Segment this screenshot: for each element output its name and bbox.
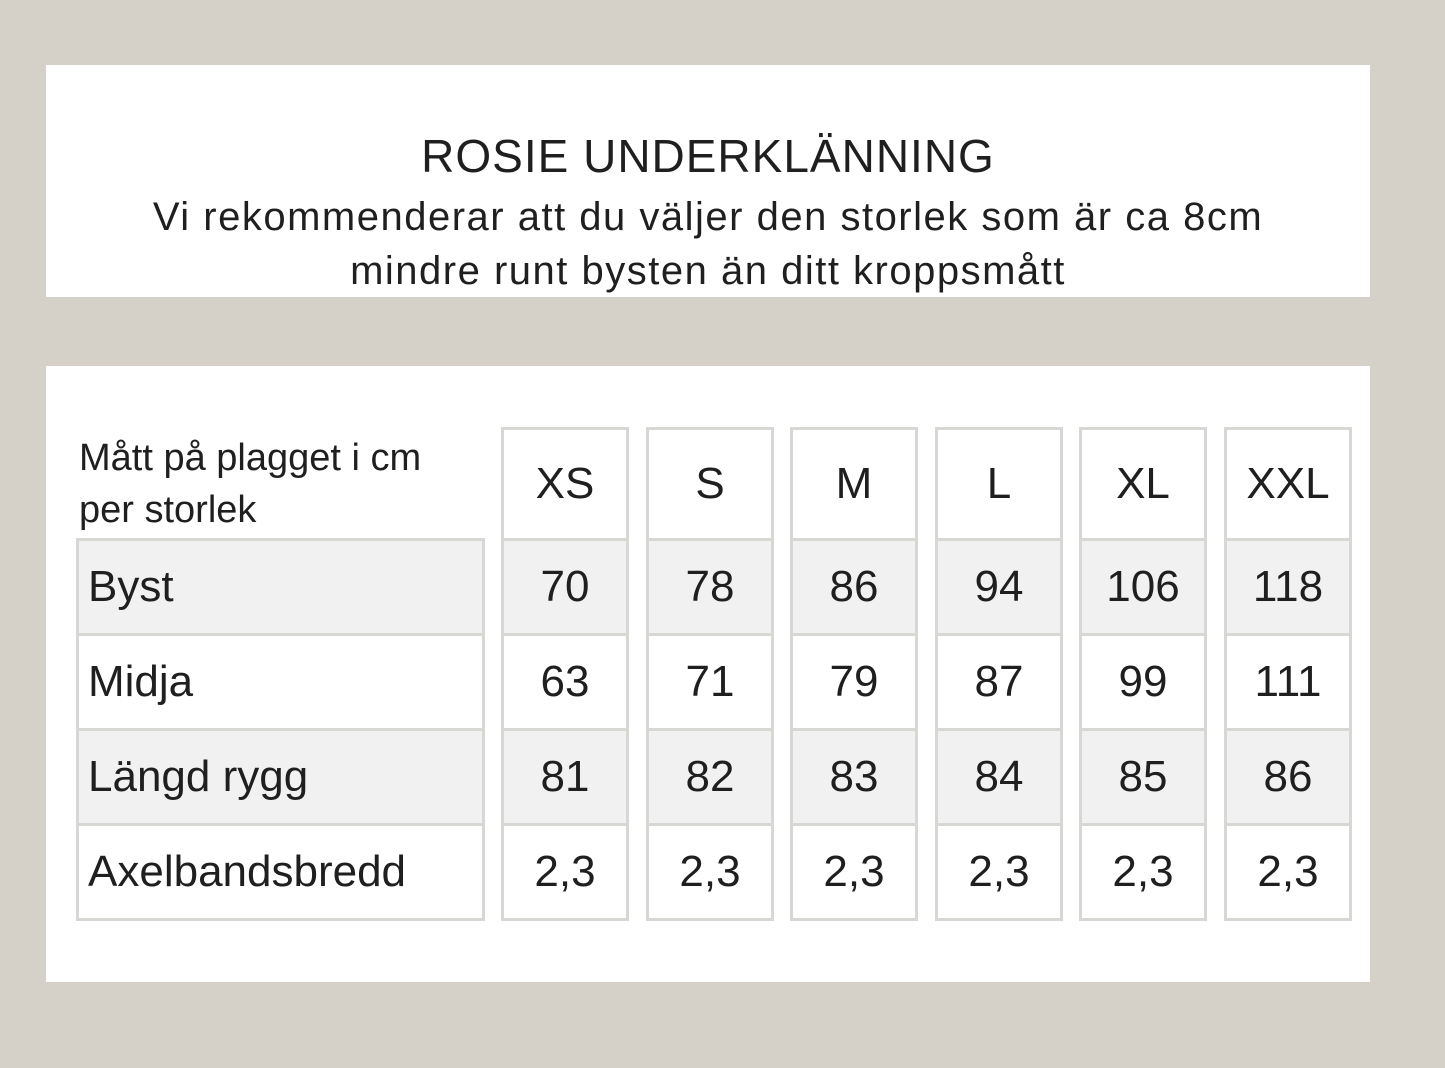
table-cell: 71: [649, 633, 771, 728]
header-panel: [46, 65, 1370, 297]
table-cell: 118: [1227, 538, 1349, 633]
table-cell: 94: [938, 538, 1060, 633]
table-cell: 2,3: [1082, 823, 1204, 918]
size-header: XS: [535, 459, 595, 508]
table-cell: 2,3: [793, 823, 915, 918]
row-label-byst: Byst: [79, 541, 482, 633]
table-cell: 78: [649, 538, 771, 633]
table-cell: 111: [1227, 633, 1349, 728]
size-column-m: [790, 427, 918, 921]
size-column-xl: [1079, 427, 1207, 921]
table-cell: 87: [938, 633, 1060, 728]
size-column-l: [935, 427, 1063, 921]
table-cell: 2,3: [1227, 823, 1349, 918]
table-cell: 70: [504, 538, 626, 633]
table-cell: 2,3: [938, 823, 1060, 918]
row-label-midja: Midja: [79, 633, 482, 728]
table-cell: 86: [1227, 728, 1349, 823]
table-cell: 79: [793, 633, 915, 728]
table-cell: 2,3: [649, 823, 771, 918]
row-label-axelbandsbredd: Axelbandsbredd: [79, 823, 482, 918]
size-header: M: [835, 459, 873, 508]
size-header: L: [986, 459, 1012, 508]
table-cell: 83: [793, 728, 915, 823]
size-header: S: [695, 459, 725, 508]
page-subtitle: Vi rekommenderar att du väljer den storlek som är ca 8cm mindre runt bysten än ditt kroppsmått: [152, 195, 1264, 293]
size-column-xs: [501, 427, 629, 921]
row-label-langd-rygg: Längd rygg: [79, 728, 482, 823]
table-cell: 86: [793, 538, 915, 633]
table-cell: 63: [504, 633, 626, 728]
table-cell: 106: [1082, 538, 1204, 633]
page-title: ROSIE UNDERKLÄNNING: [421, 130, 995, 182]
table-cell: 81: [504, 728, 626, 823]
size-column-xxl: [1224, 427, 1352, 921]
size-header: XL: [1116, 459, 1170, 508]
table-cell: 82: [649, 728, 771, 823]
measurement-label-column: [76, 538, 485, 921]
table-cell: 99: [1082, 633, 1204, 728]
table-cell: 85: [1082, 728, 1204, 823]
table-cell: 2,3: [504, 823, 626, 918]
size-header: XXL: [1246, 459, 1330, 508]
table-cell: 84: [938, 728, 1060, 823]
table-corner-label: Mått på plagget i cm per storlek: [79, 437, 422, 531]
size-column-s: [646, 427, 774, 921]
